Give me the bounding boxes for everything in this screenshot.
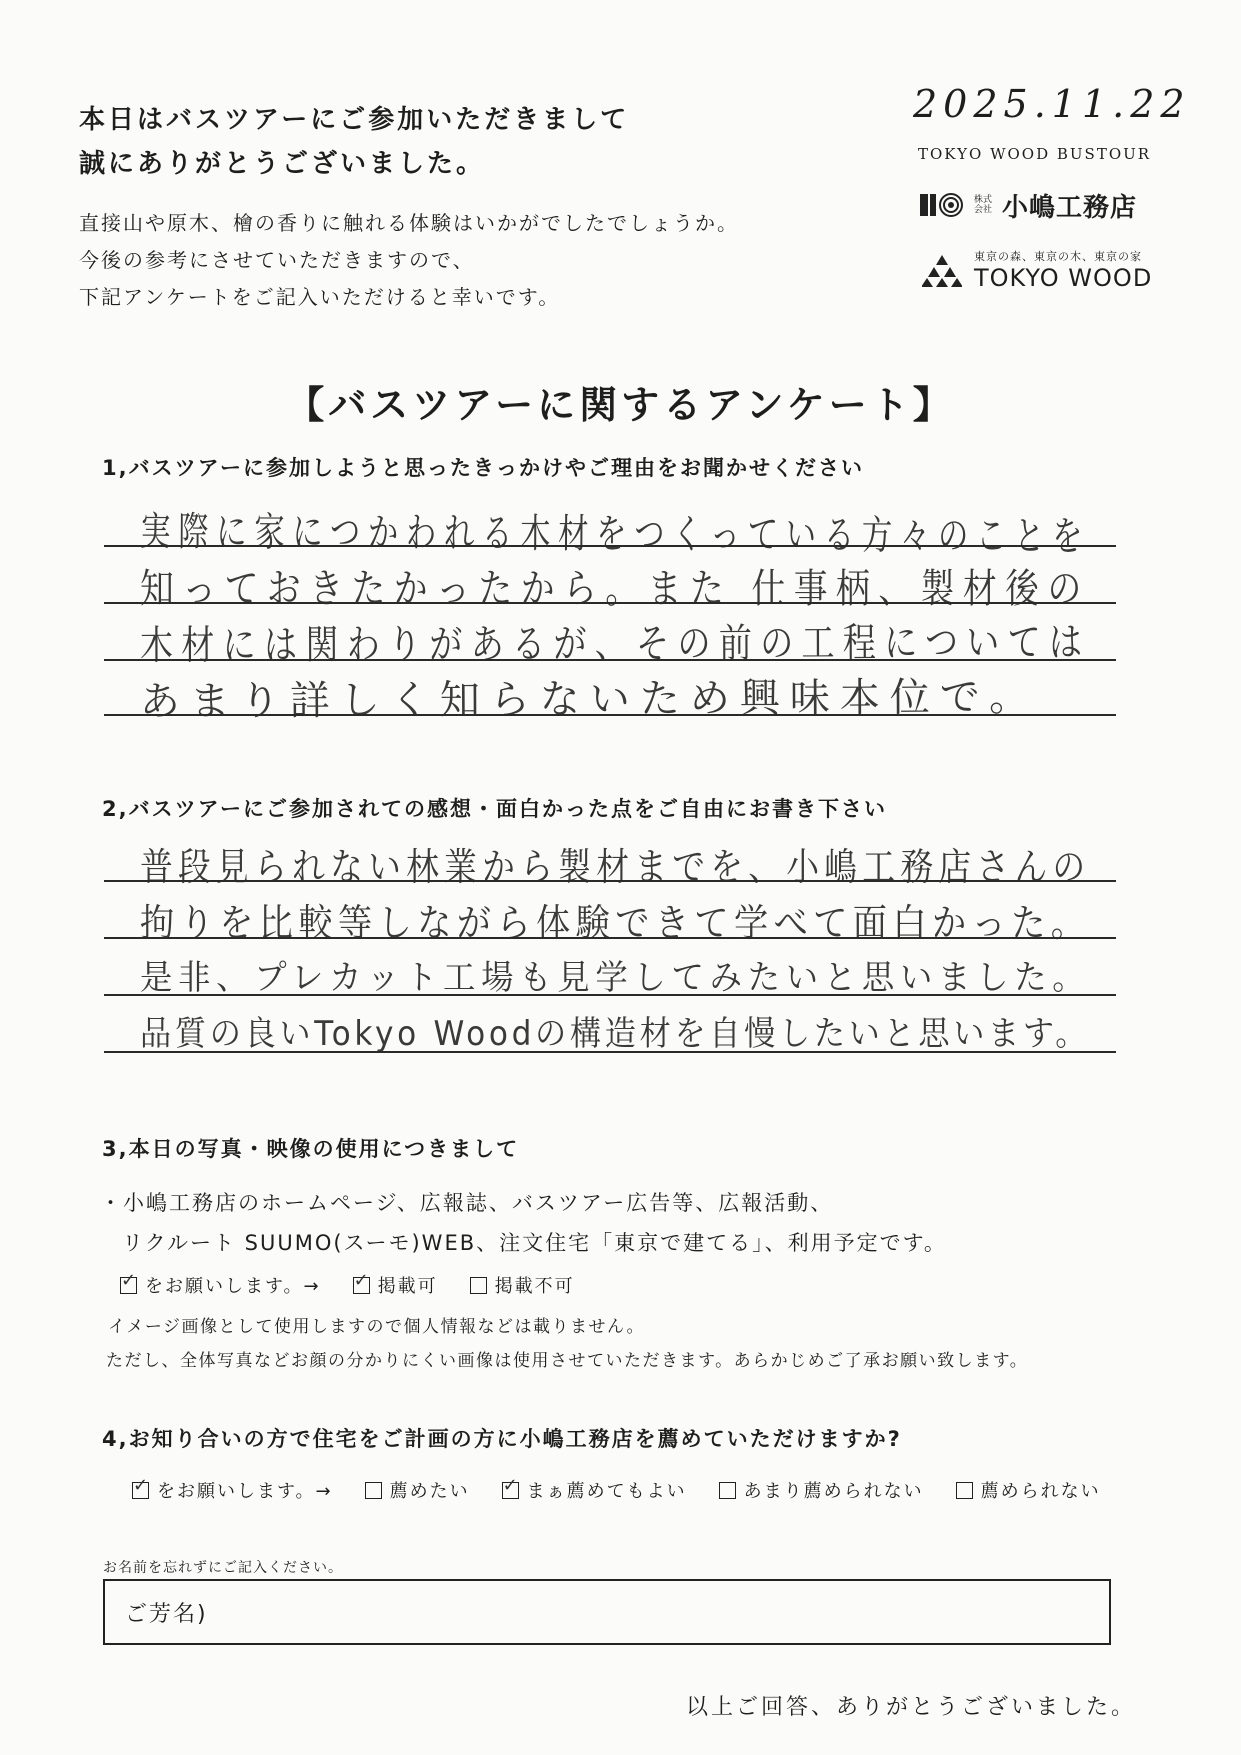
- kojima-mark-icon: [920, 192, 966, 218]
- q3-prompt: をお願いします。→: [145, 1276, 321, 1297]
- company-name: 小嶋工務店: [1002, 192, 1138, 223]
- q4-option-1-checkbox[interactable]: [365, 1482, 382, 1499]
- tour-name: TOKYO WOOD BUSTOUR: [918, 145, 1152, 163]
- q4-option-3-label: あまり薦められない: [743, 1481, 924, 1502]
- survey-title: 【バスツアーに関するアンケート】: [286, 383, 955, 427]
- name-reminder: お名前を忘れずにご記入ください。: [103, 1560, 343, 1576]
- tokyo-wood-triangles-icon: [922, 253, 962, 287]
- q4-option-4-label: 薦められない: [980, 1481, 1101, 1502]
- q1-answer-4: あまり詳しく知らないため興味本位で。: [139, 674, 1040, 725]
- tokyo-wood-tagline: 東京の森、東京の木、東京の家: [974, 250, 1142, 263]
- intro-heading: [79, 98, 629, 186]
- q1-answer-3: 木材には関わりがあるが、その前の工程については: [139, 619, 1091, 669]
- q4-prompt: をお願いします。→: [157, 1481, 333, 1502]
- q3-instruction-checkbox: [120, 1277, 137, 1294]
- q3-notes: [108, 1310, 1028, 1378]
- q4-question: 4,お知り合いの方で住宅をご計画の方に小嶋工務店を薦めていただけますか?: [102, 1427, 902, 1451]
- q3-usage-line-2: リクルート SUUMO(スーモ)WEB、注文住宅「東京で建てる」、利用予定です。: [122, 1231, 947, 1255]
- intro-body-line-1: 直接山や原木、檜の香りに触れる体験はいかがでしたでしょうか。: [79, 211, 739, 235]
- q2-line-4: [104, 1051, 1116, 1053]
- tokyo-wood-logo: [922, 248, 1152, 292]
- q1-line-3: [104, 659, 1116, 661]
- q4-option-4-checkbox[interactable]: [956, 1482, 973, 1499]
- q1-line-2: [104, 602, 1116, 604]
- q4-option-2-checkbox[interactable]: [502, 1482, 519, 1499]
- q3-note-2: ただし、全体写真などお顔の分かりにくい画像は使用させていただきます。あらかじめご了承お願い致します。: [106, 1351, 1029, 1371]
- q1-question: 1,バスツアーに参加しようと思ったきっかけやご理由をお聞かせください: [102, 456, 864, 480]
- q3-option-no-label: 掲載不可: [494, 1276, 575, 1297]
- intro-body-line-2: 今後の参考にさせていただきますので、: [79, 248, 475, 272]
- intro-body-line-3: 下記アンケートをご記入いただけると幸いです。: [79, 285, 561, 309]
- q2-answer-1: 普段見られない林業から製材までを、小嶋工務店さんの: [140, 845, 1091, 889]
- q2-answer-4: 品質の良いTokyo Woodの構造材を自慢したいと思います。: [140, 1014, 1091, 1054]
- q1-line-4: [104, 714, 1116, 716]
- q1-line-1: [104, 545, 1116, 547]
- q3-consent-row: [120, 1272, 575, 1298]
- q2-question: 2,バスツアーにご参加されての感想・面白かった点をご自由にお書き下さい: [102, 797, 887, 821]
- q3-option-yes-label: 掲載可: [377, 1276, 438, 1297]
- name-label: ご芳名): [125, 1601, 208, 1627]
- q2-answer-3: 是非、プレカット工場も見学してみたいと思いました。: [140, 958, 1091, 998]
- q2-answer-2: 拘りを比較等しながら体験できて学べて面白かった。: [140, 901, 1091, 945]
- tour-date: 2025.11.22: [913, 82, 1191, 126]
- q2-line-1: [104, 880, 1116, 882]
- q2-line-3: [104, 994, 1116, 996]
- company-type: 株式会社: [974, 195, 993, 215]
- tokyo-wood-name: TOKYO WOOD: [974, 264, 1153, 292]
- q3-usage-line-1: ・小嶋工務店のホームページ、広報誌、バスツアー広告等、広報活動、: [100, 1191, 834, 1215]
- intro-line-1: 本日はバスツアーにご参加いただきまして: [79, 105, 630, 135]
- q2-line-2: [104, 937, 1116, 939]
- q4-options-row: [132, 1477, 1101, 1503]
- q1-answer-1: 実際に家につかわれる木材をつくっている方々のことを: [140, 509, 1091, 560]
- q3-question: 3,本日の写真・映像の使用につきまして: [102, 1137, 520, 1161]
- q3-note-1: イメージ画像として使用しますので個人情報などは載りません。: [108, 1317, 646, 1337]
- q4-instruction-checkbox: [132, 1482, 149, 1499]
- q3-option-yes-checkbox[interactable]: [353, 1277, 370, 1294]
- q4-option-2-label: まぁ薦めてもよい: [526, 1481, 687, 1502]
- q4-option-1-label: 薦めたい: [389, 1481, 470, 1502]
- q4-option-3-checkbox[interactable]: [719, 1482, 736, 1499]
- q1-answer-2: 知っておきたかったから。また 仕事柄、製材後の: [140, 566, 1090, 612]
- intro-body: [79, 205, 739, 316]
- q3-usage-text: [100, 1183, 947, 1263]
- intro-line-2: 誠にありがとうございました。: [79, 149, 486, 179]
- q3-option-no-checkbox[interactable]: [470, 1277, 487, 1294]
- closing-thanks: 以上ご回答、ありがとうございました。: [686, 1695, 1137, 1720]
- name-field[interactable]: [103, 1579, 1111, 1645]
- kojima-logo: [920, 188, 1137, 222]
